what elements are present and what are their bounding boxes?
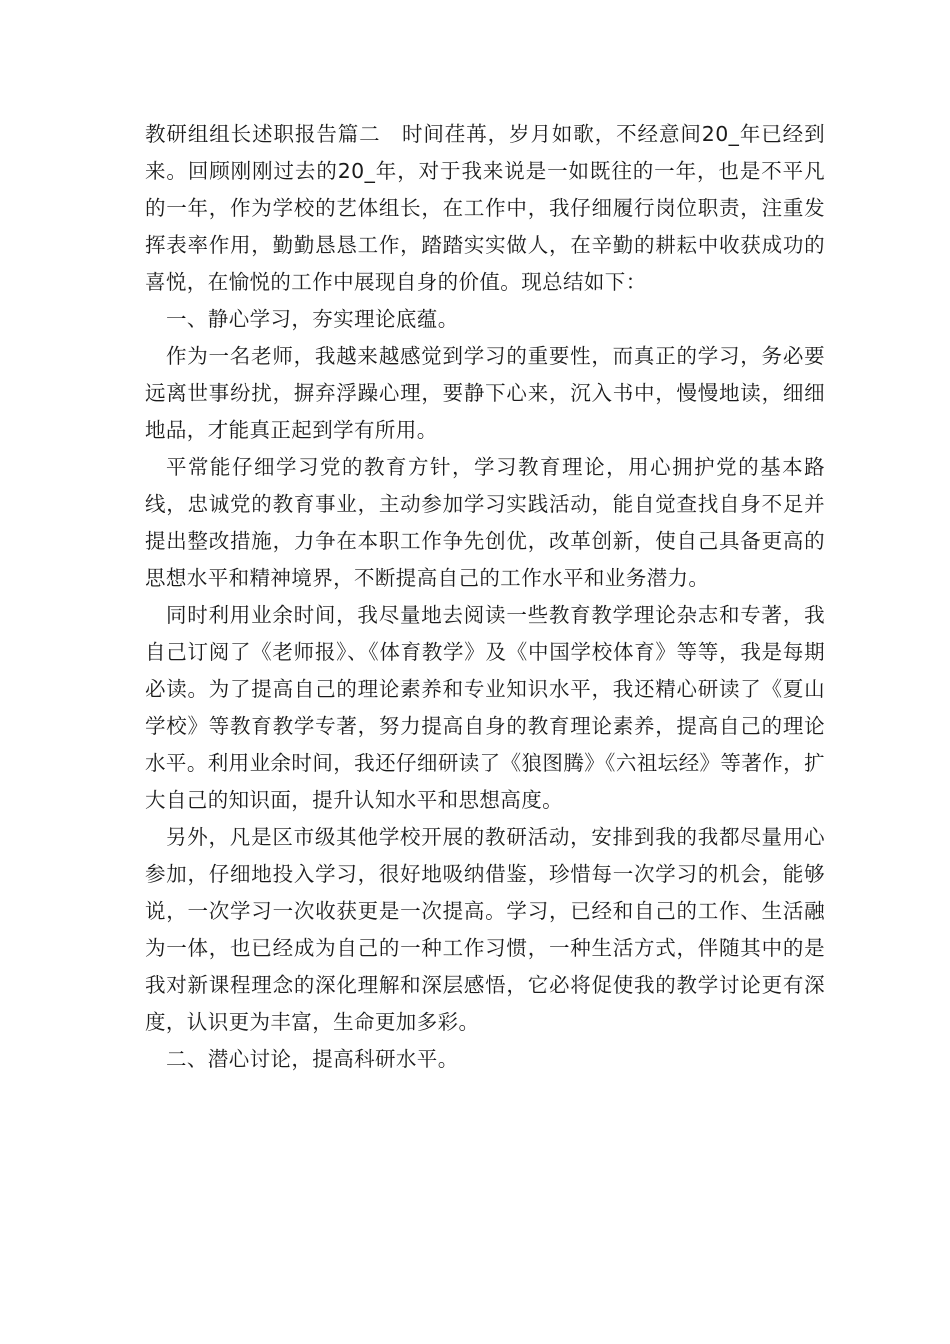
document-body [145, 116, 825, 1078]
paragraph-study-importance: 作为一名老师，我越来越感觉到学习的重要性，而真正的学习，务必要远离世事纷扰，摒弃浮躁心理，要静下心来，沉入书中，慢慢地读，细细地品，才能真正起到学有所用。 [145, 344, 825, 442]
section-heading-2: 二、潜心讨论，提高科研水平。 [166, 1047, 459, 1071]
paragraph-party-study: 平常能仔细学习党的教育方针，学习教育理论，用心拥护党的基本路线，忠诚党的教育事业，主动参加学习实践活动，能自觉查找自身不足并提出整改措施，力争在本职工作争先创优，改革创新，使自己具备更高的思想水平和精神境界，不断提高自己的工作水平和业务潜力。 [145, 455, 825, 590]
paragraph-reading: 同时利用业余时间，我尽量地去阅读一些教育教学理论杂志和专著，我自己订阅了《老师报》、《体育教学》及《中国学校体育》等等，我是每期必读。为了提高自己的理论素养和专业知识水平，我还精心研读了《夏山学校》等教育教学专著，努力提高自身的教育理论素养，提高自己的理论水平。利用业余时间，我还仔细研读了《狼图腾》《六祖坛经》等著作，扩大自己的知识面，提升认知水平和思想高度。 [145, 603, 825, 812]
paragraph-research-activities: 另外，凡是区市级其他学校开展的教研活动，安排到我的我都尽量用心参加，仔细地投入学习，很好地吸纳借鉴，珍惜每一次学习的机会，能够说，一次学习一次收获更是一次提高。学习，已经和自己的工作、生活融为一体，也已经成为自己的一种工作习惯，一种生活方式，伴随其中的是我对新课程理念的深化理解和深层感悟，它必将促使我的教学讨论更有深度，认识更为丰富，生命更加多彩。 [145, 825, 825, 1034]
section-heading-1: 一、静心学习，夯实理论底蕴。 [166, 307, 459, 331]
paragraph-intro: 教研组组长述职报告篇二 时间荏苒，岁月如歌，不经意间20_年已经到来。回顾刚刚过去的20_年，对于我来说是一如既往的一年，也是不平凡的一年，作为学校的艺体组长，在工作中，我仔细履行岗位职责，注重发挥表率作用，勤勤恳恳工作，踏踏实实做人，在辛勤的耕耘中收获成功的喜悦，在愉悦的工作中展现自身的价值。现总结如下： [145, 122, 825, 294]
